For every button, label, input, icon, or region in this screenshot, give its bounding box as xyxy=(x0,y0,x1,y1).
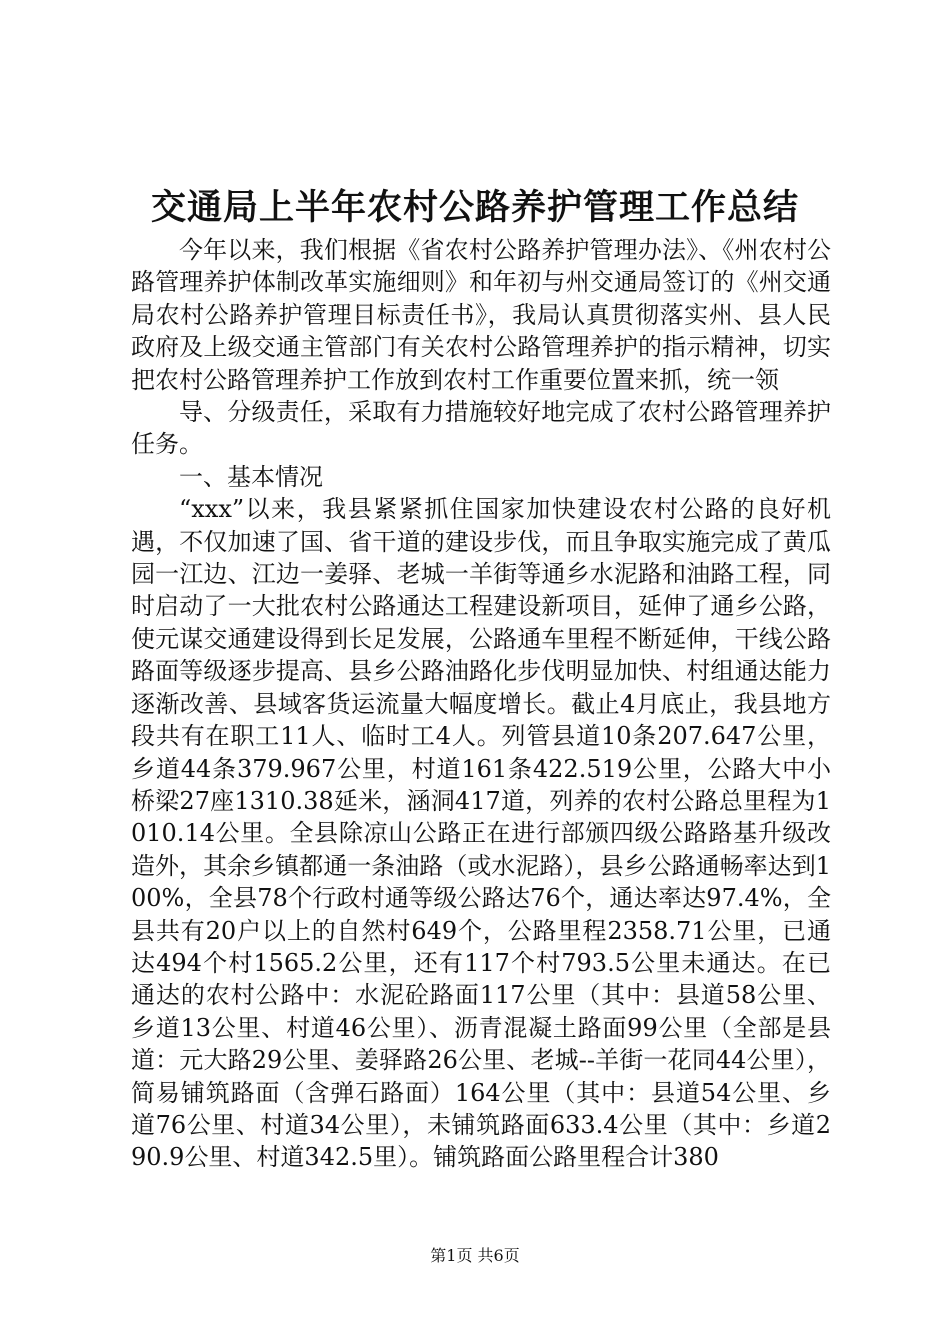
paragraph-intro-continued: 导、分级责任，采取有力措施较好地完成了农村公路管理养护任务。 xyxy=(131,398,831,459)
paragraph-basic-situation: “xxx”以来，我县紧紧抓住国家加快建设农村公路的良好机遇，不仅加速了国、省干道的建设步伐，而且争取实施完成了黄瓜园一江边、江边一姜驿、老城一羊街等通乡水泥路和油路工程，同时启动了一大批农村公路通达工程建设新项目，延伸了通乡公路，使元谋交通建设得到长足发展，公路通车里程不断延伸，干线公路路面等级逐步提高、县乡公路油路化步伐明显加快、村组通达能力逐渐改善、县域客货运流量大幅度增长。截止4月底止，我县地方段共有在职工11人、临时工4人。列管县道10条207.647公里，乡道44条379.967公里，村道161条422.519公里，公路大中小桥梁27座1310.38延米，涵洞417道，列养的农村公路总里程为1010.14公里。全县除凉山公路正在进行部颁四级公路路基升级改造外，其余乡镇都通一条油路（或水泥路），县乡公路通畅率达到100%，全县78个行政村通等级公路达76个，通达率达97.4%，全县共有20户以上的自然村649个，公路里程2358.71公里，已通达494个村1565.2公里，还有117个村793.5公里未通达。在已通达的农村公路中：水泥砼路面117公里（其中：县道58公里、乡道13公里、村道46公里）、沥青混凝土路面99公里（全部是县道：元大路29公里、姜驿路26公里、老城--羊街一花同44公里），简易铺筑路面（含弹石路面）164公里（其中：县道54公里、乡道76公里、村道34公里），未铺筑路面633.4公里（其中：乡道290.9公里、村道342.5里）。铺筑路面公路里程合计380 xyxy=(131,495,831,1172)
document-title: 交通局上半年农村公路养护管理工作总结 xyxy=(150,187,799,228)
page-number: 第1页 共6页 xyxy=(430,1246,520,1265)
paragraph-intro: 今年以来，我们根据《省农村公路养护管理办法》、《州农村公路管理养护体制改革实施细则》和年初与州交通局签订的《州交通局农村公路养护管理目标责任书》，我局认真贯彻落实州、县人民政府及上级交通主管部门有关农村公路管理养护的指示精神，切实把农村公路管理养护工作放到农村工作重要位置来抓，统一领 xyxy=(131,236,831,394)
section-heading: 一、基本情况 xyxy=(179,462,323,491)
document-body xyxy=(131,234,831,1174)
